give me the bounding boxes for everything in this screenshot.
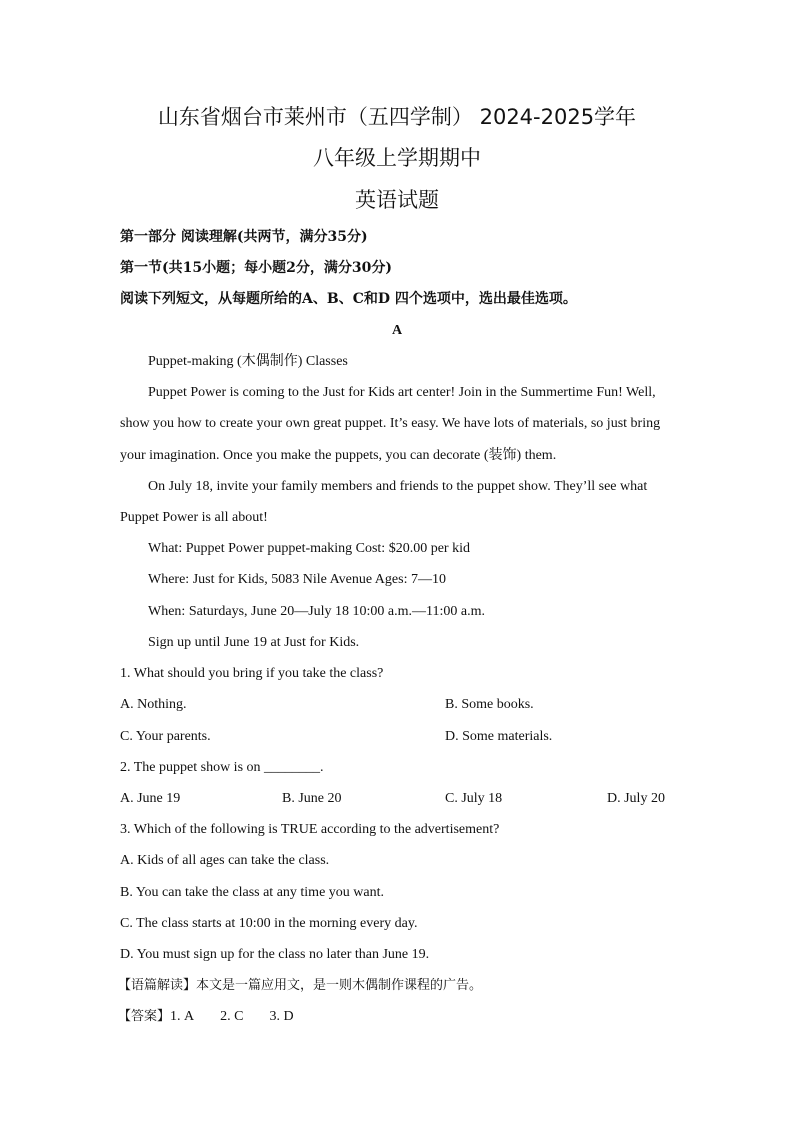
passage-title: Puppet-making (木偶制作) Classes [148, 354, 348, 369]
passage-line: Puppet Power is coming to the Just for Kids art center! Join in the Summertime Fun! Well, [148, 385, 656, 400]
question-option: B. You can take the class at any time you want. [120, 885, 385, 900]
answer-3: 3. D [269, 1009, 294, 1024]
passage-what: What: Puppet Power puppet-making Cost: $20.00 per kid [148, 541, 470, 556]
passage-where: Where: Just for Kids, 5083 Nile Avenue Ages: 7—10 [148, 572, 446, 587]
passage-line: show you how to create your own great puppet. It’s easy. We have lots of materials, so just bring [120, 416, 661, 431]
passage-label: A [391, 323, 403, 338]
question-option: A. June 19 [120, 791, 181, 806]
question-stem: 2. The puppet show is on ________. [120, 760, 324, 775]
question-option: D. Some materials. [445, 729, 553, 744]
question-option: C. The class starts at 10:00 in the morning every day. [120, 916, 418, 931]
question-option: B. Some books. [445, 697, 534, 712]
answer-label: 【答案】 [118, 1009, 171, 1024]
section-heading: 第一节(共15小题；每小题2分，满分30分) [120, 260, 392, 276]
passage-line: Puppet Power is all about! [120, 510, 268, 525]
question-option: D. July 20 [607, 791, 665, 806]
passage-line: your imagination. Once you make the puppets, you can decorate (装饰) them. [120, 448, 557, 463]
question-option: D. You must sign up for the class no later than June 19. [120, 947, 430, 962]
question-option: C. Your parents. [120, 729, 211, 744]
document-subject: 英语试题 [355, 188, 439, 212]
answer-1: 1. A [170, 1009, 195, 1024]
part-heading: 第一部分 阅读理解(共两节，满分35分) [120, 229, 368, 245]
question-option: A. Kids of all ages can take the class. [120, 853, 330, 868]
question-option: B. June 20 [282, 791, 342, 806]
analysis-label: 【语篇解读】 [118, 978, 197, 993]
passage-signup: Sign up until June 19 at Just for Kids. [148, 635, 360, 650]
document-subtitle: 八年级上学期期中 [313, 146, 481, 170]
passage-line: On July 18, invite your family members and friends to the puppet show. They’ll see what [148, 479, 648, 494]
answer-line [118, 1010, 294, 1024]
analysis-line [118, 979, 482, 992]
question-option: A. Nothing. [120, 697, 187, 712]
answer-2: 2. C [220, 1009, 244, 1024]
analysis-text: 本文是一篇应用文，是一则木偶制作课程的广告。 [196, 978, 483, 993]
directions: 阅读下列短文，从每题所给的A、B、C和D 四个选项中，选出最佳选项。 [120, 291, 577, 307]
passage-when: When: Saturdays, June 20—July 18 10:00 a.m.—11:00 a.m. [148, 604, 485, 619]
question-option: C. July 18 [445, 791, 503, 806]
document-title: 山东省烟台市莱州市（五四学制） 2024-2025学年 [157, 105, 637, 129]
question-stem: 3. Which of the following is TRUE according to the advertisement? [120, 822, 500, 837]
question-stem: 1. What should you bring if you take the class? [120, 666, 384, 681]
